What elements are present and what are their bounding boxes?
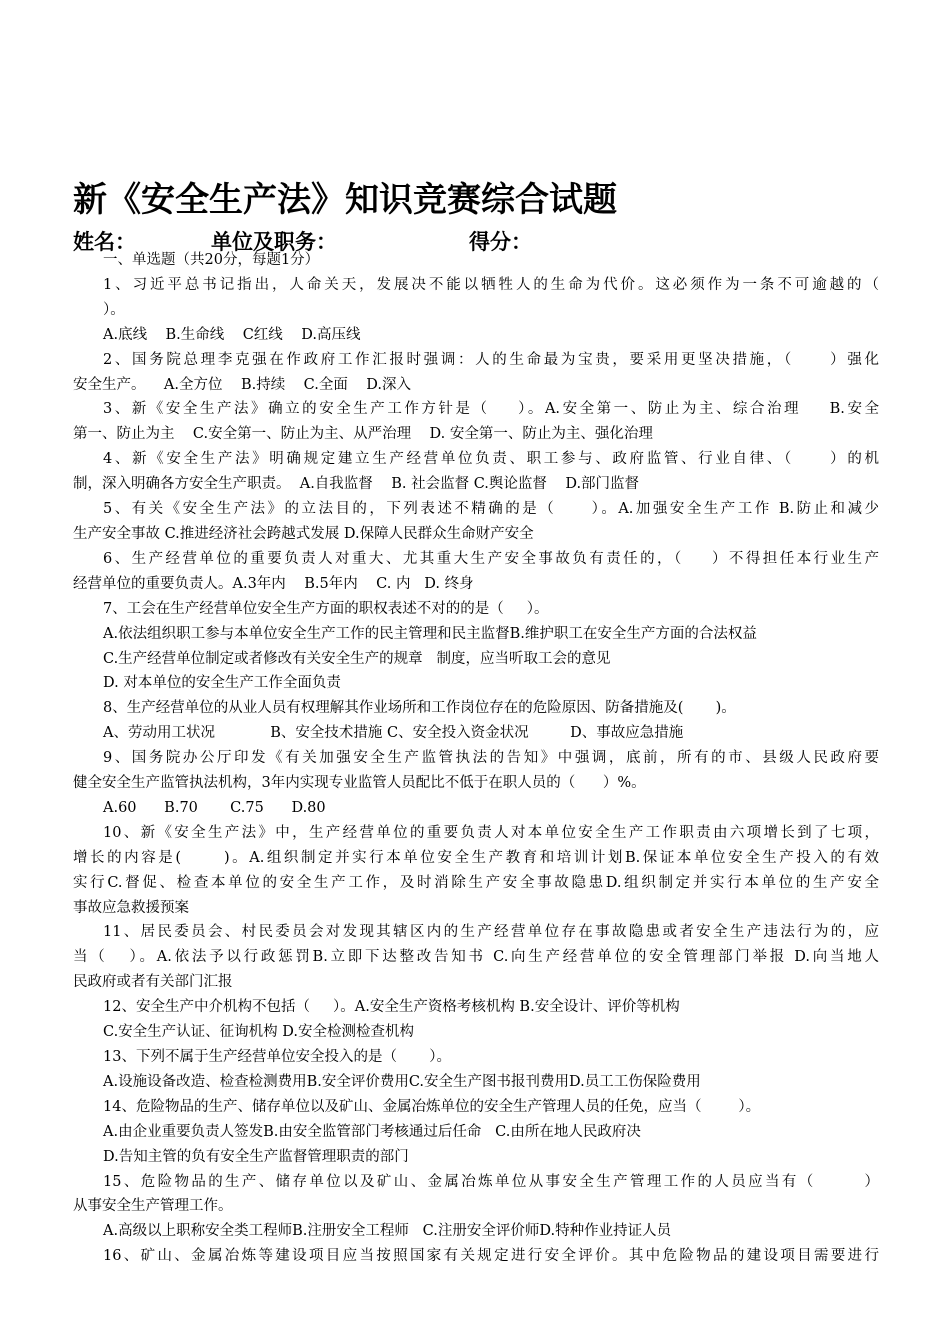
text-line: 12、安全生产中介机构不包括（ ）。A.安全生产资格考核机构 B.安全设计、评价等机构 [103, 999, 680, 1016]
text-line: 实行C.督促、检查本单位的安全生产工作，及时消除生产安全事故隐患D.组织制定并实行本单位的生产安全 [73, 874, 879, 891]
text-line: 生产安全事故 C.推进经济社会跨越式发展 D.保障人民群众生命财产安全 [73, 525, 534, 542]
page-title: 新《安全生产法》知识竞赛综合试题 [73, 180, 617, 220]
text-line: A.依法组织职工参与本单位安全生产工作的民主管理和民主监督B.维护职工在安全生产方面的合法权益 [103, 625, 757, 642]
text-line: D. 对本单位的安全生产工作全面负责 [103, 675, 341, 692]
name-label: 姓名： [73, 230, 136, 254]
text-line: A.由企业重要负责人签发B.由安全监管部门考核通过后任命 C.由所在地人民政府决 [103, 1123, 641, 1140]
text-line: C.生产经营单位制定或者修改有关安全生产的规章 制度，应当听取工会的意见 [103, 650, 611, 667]
text-line: 事故应急救援预案 [73, 899, 189, 916]
text-line: 11、居民委员会、村民委员会对发现其辖区内的生产经营单位存在事故隐患或者安全生产违法行为的，应 [103, 924, 879, 941]
question-body [73, 248, 879, 1269]
text-line: 一、单选题（共20分，每题1分） [103, 252, 320, 268]
text-line: 8、生产经营单位的从业人员有权理解其作业场所和工作岗位存在的危险原因、防备措施及( )。 [103, 700, 736, 717]
text-line: A.底线 B.生命线 C红线 D.高压线 [103, 326, 361, 343]
text-line: 当（ ）。A.依法予以行政惩罚B.立即下达整改告知书 C.向生产经营单位的安全管理部门举报 D.向当地人 [73, 949, 879, 966]
text-line: 2、国务院总理李克强在作政府工作汇报时强调：人的生命最为宝贵，要采用更坚决措施，（ ）强化 [103, 351, 879, 368]
text-line: C.安全生产认证、征询机构 D.安全检测检查机构 [103, 1024, 415, 1041]
text-line: A.高级以上职称安全类工程师B.注册安全工程师 C.注册安全评价师D.特种作业持证人员 [103, 1223, 672, 1240]
text-line: 经营单位的重要负责人。A.3年内 B.5年内 C. 内 D. 终身 [73, 575, 474, 592]
text-line: 14、危险物品的生产、储存单位以及矿山、金属冶炼单位的安全生产管理人员的任免，应当（ ）。 [103, 1098, 761, 1115]
text-line: 9、国务院办公厅印发《有关加强安全生产监管执法的告知》中强调，底前，所有的市、县级人民政府要 [103, 750, 879, 767]
text-line: A、劳动用工状况 B、安全技术措施 C、安全投入资金状况 D、事故应急措施 [103, 725, 684, 742]
text-line: 从事安全生产管理工作。 [73, 1198, 233, 1215]
text-line: 7、工会在生产经营单位安全生产方面的职权表述不对的的是（ ）。 [103, 600, 549, 617]
unit-label: 单位及职务： [211, 230, 337, 254]
text-line: 1、习近平总书记指出，人命关天，发展决不能以牺牲人的生命为代价。这必须作为一条不可逾越的（ [103, 276, 879, 293]
text-line: 10、新《安全生产法》中，生产经营单位的重要负责人对本单位安全生产工作职责由六项增长到了七项， [103, 824, 879, 841]
text-line: 4、新《安全生产法》明确规定建立生产经营单位负责、职工参与、政府监管、行业自律、（ ）的机 [103, 451, 879, 468]
text-line: D.告知主管的负有安全生产监督管理职责的部门 [103, 1148, 409, 1165]
text-line: A.设施设备改造、检查检测费用B.安全评价费用C.安全生产图书报刊费用D.员工工伤保险费用 [103, 1073, 701, 1090]
text-line: 13、下列不属于生产经营单位安全投入的是（ ）。 [103, 1049, 451, 1065]
text-line: 安全生产。 A.全方位 B.持续 C.全面 D.深入 [73, 376, 411, 393]
text-line: 5、有关《安全生产法》的立法目的，下列表述不精确的是（ ）。A.加强安全生产工作 B.防止和减少 [103, 501, 879, 518]
text-line: 16、矿山、金属冶炼等建设项目应当按照国家有关规定进行安全评价。其中危险物品的建设项目需要进行 [103, 1248, 879, 1265]
text-line: ）。 [103, 301, 125, 318]
score-label: 得分： [469, 230, 532, 254]
text-line: 增长的内容是( )。A.组织制定并实行本单位安全生产教育和培训计划B.保证本单位安全生产投入的有效 [73, 849, 879, 866]
text-line: 15、危险物品的生产、储存单位以及矿山、金属冶炼单位从事安全生产管理工作的人员应当有（ ） [103, 1173, 879, 1190]
text-line: 6、生产经营单位的重要负责人对重大、尤其重大生产安全事故负有责任的，（ ）不得担任本行业生产 [103, 550, 879, 567]
text-line: 3、新《安全生产法》确立的安全生产工作方针是（ ）。A.安全第一、防止为主、综合治理 B.安全 [103, 401, 879, 418]
text-line: 健全安全生产监管执法机构，3年内实现专业监管人员配比不低于在职人员的（ ）%。 [73, 775, 646, 792]
text-line: 第一、防止为主 C.安全第一、防止为主、从严治理 D. 安全第一、防止为主、强化治理 [73, 426, 653, 443]
text-line: A.60 B.70 C.75 D.80 [103, 799, 326, 816]
text-line: 制，深入明确各方安全生产职责。 A.自我监督 B. 社会监督 C.舆论监督 D.部门监督 [73, 476, 640, 493]
text-line: 民政府或者有关部门汇报 [73, 974, 233, 991]
